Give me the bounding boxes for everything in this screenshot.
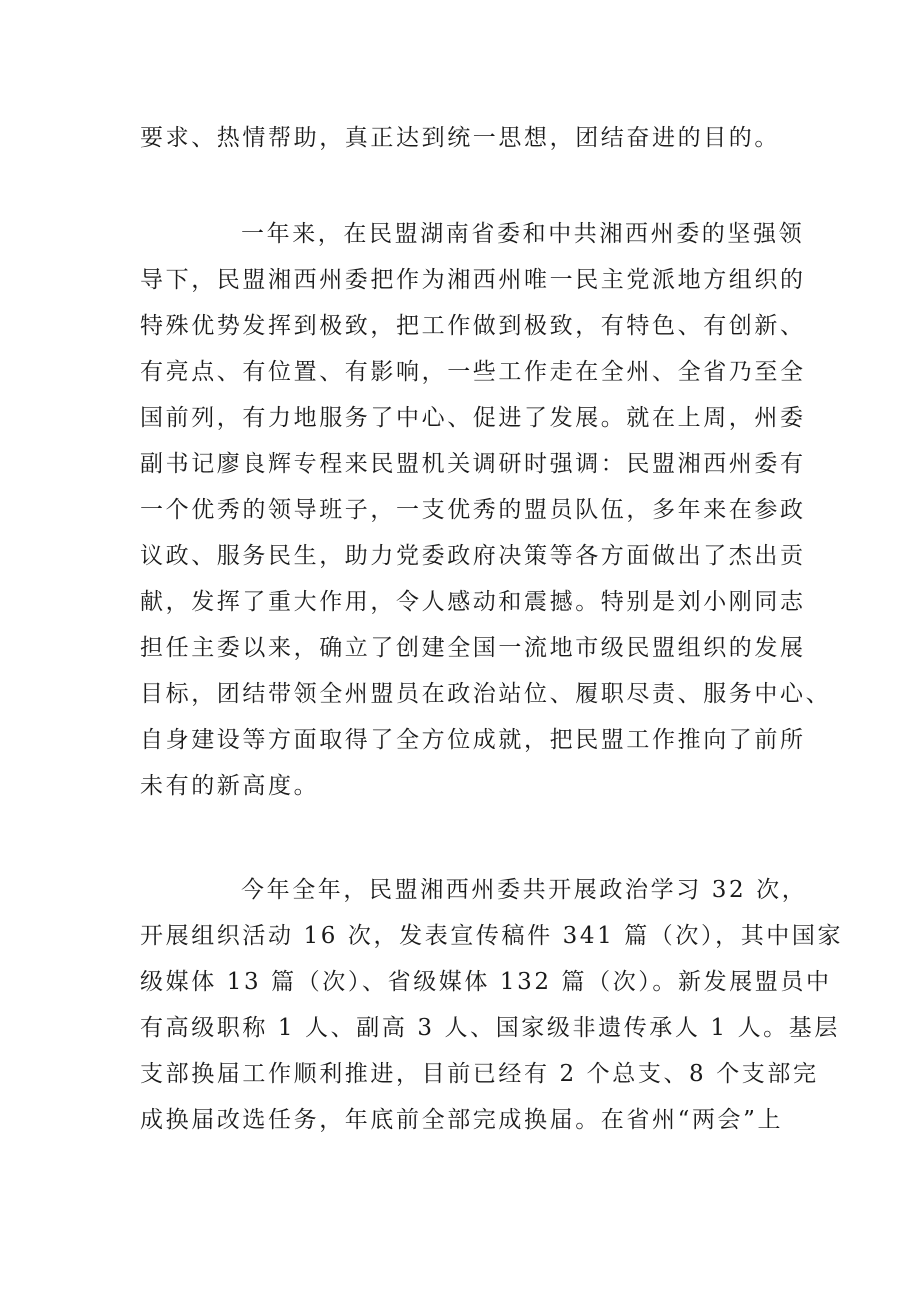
paragraph-3-line-2: 开展组织活动 16 次，发表宣传稿件 341 篇（次），其中国家 [140,923,844,949]
paragraph-2-line-1: 一年来，在民盟湖南省委和中共湘西州委的坚强领 [241,221,805,247]
paragraph-3-line-1: 今年全年，民盟湘西州委共开展政治学习 32 次， [241,877,808,903]
paragraph-2-line-4: 有亮点、有位置、有影响，一些工作走在全州、全省乃至全 [140,359,806,385]
paragraph-2-line-7: 一个优秀的领导班子，一支优秀的盟员队伍，多年来在参政 [140,497,806,523]
paragraph-1-line-1: 要求、热情帮助，真正达到统一思想，团结奋进的目的。 [140,125,780,151]
paragraph-3-line-3: 级媒体 13 篇（次）、省级媒体 132 篇（次）。新发展盟员中 [140,969,832,995]
paragraph-2-line-12: 自身建设等方面取得了全方位成就，把民盟工作推向了前所 [140,727,806,753]
paragraph-3-line-4: 有高级职称 1 人、副高 3 人、国家级非遗传承人 1 人。基层 [140,1015,840,1041]
paragraph-2-line-9: 献，发挥了重大作用，令人感动和震撼。特别是刘小刚同志 [140,589,806,615]
paragraph-2-line-3: 特殊优势发挥到极致，把工作做到极致，有特色、有创新、 [140,313,806,339]
paragraph-3-line-5: 支部换届工作顺利推进，目前已经有 2 个总支、8 个支部完 [140,1061,819,1087]
paragraph-2-line-8: 议政、服务民生，助力党委政府决策等各方面做出了杰出贡 [140,543,806,569]
paragraph-3-line-6: 成换届改选任务，年底前全部完成换届。在省州“两会”上 [140,1107,784,1133]
paragraph-2-line-13: 未有的新高度。 [140,773,320,799]
paragraph-2-line-11: 目标，团结带领全州盟员在政治站位、履职尽责、服务中心、 [140,681,832,707]
paragraph-2-line-5: 国前列，有力地服务了中心、促进了发展。就在上周，州委 [140,405,806,431]
paragraph-2-line-2: 导下，民盟湘西州委把作为湘西州唯一民主党派地方组织的 [140,267,806,293]
paragraph-2-line-6: 副书记廖良辉专程来民盟机关调研时强调：民盟湘西州委有 [140,451,806,477]
paragraph-2-line-10: 担任主委以来，确立了创建全国一流地市级民盟组织的发展 [140,635,806,661]
